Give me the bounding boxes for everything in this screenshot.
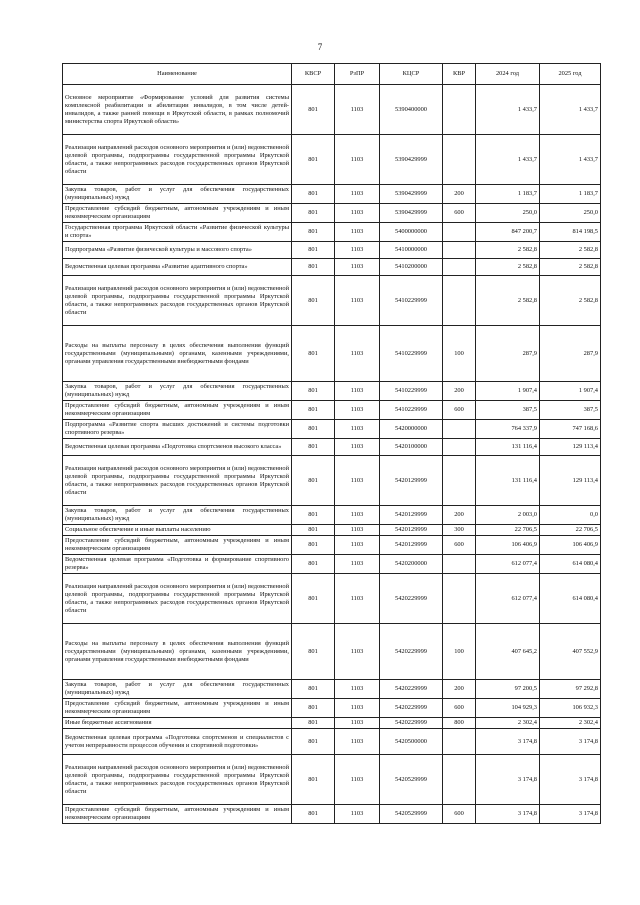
row-kvr-cell: 300 xyxy=(443,525,476,536)
row-name-cell: Предоставление субсидий бюджетным, автономным учреждениям и иным некоммерческим организациям xyxy=(63,536,292,555)
row-kcsr-cell: 5420229999 xyxy=(380,718,443,729)
row-kvr-cell: 600 xyxy=(443,805,476,824)
table-row xyxy=(63,242,601,259)
row-2024-cell: 3 174,8 xyxy=(476,755,540,805)
row-kvsr-cell: 801 xyxy=(292,204,335,223)
row-name-cell: Государственная программа Иркутской области «Развитие физической культуры и спорта» xyxy=(63,223,292,242)
table-row xyxy=(63,574,601,624)
row-2025-cell: 1 907,4 xyxy=(540,382,601,401)
row-kvr-cell: 100 xyxy=(443,624,476,680)
header-name: Наименование xyxy=(63,64,292,85)
row-name-cell: Реализация направлений расходов основного мероприятия и (или) ведомственной целевой программы, подпрограммы государственной программы Иркутской области, а также непрограммных расходов государственных органов Иркутской области xyxy=(63,574,292,624)
row-2024-cell: 2 582,8 xyxy=(476,259,540,276)
row-kvsr-cell: 801 xyxy=(292,574,335,624)
row-2025-cell: 2 582,8 xyxy=(540,259,601,276)
row-kvsr-cell: 801 xyxy=(292,718,335,729)
row-kvsr-cell: 801 xyxy=(292,624,335,680)
table-row xyxy=(63,525,601,536)
row-kvsr-cell: 801 xyxy=(292,805,335,824)
row-kvsr-cell: 801 xyxy=(292,525,335,536)
row-kvr-cell: 200 xyxy=(443,680,476,699)
row-2024-cell: 2 582,8 xyxy=(476,276,540,326)
header-kvsr: КВСР xyxy=(292,64,335,85)
row-kcsr-cell: 5420000000 xyxy=(380,420,443,439)
row-kcsr-cell: 5420129999 xyxy=(380,536,443,555)
row-kvr-cell xyxy=(443,276,476,326)
row-kvr-cell: 800 xyxy=(443,718,476,729)
header-kvr: КВР xyxy=(443,64,476,85)
row-2024-cell: 287,9 xyxy=(476,326,540,382)
row-kvsr-cell: 801 xyxy=(292,85,335,135)
table-row xyxy=(63,135,601,185)
row-kcsr-cell: 5410229999 xyxy=(380,401,443,420)
row-2025-cell: 0,0 xyxy=(540,506,601,525)
row-2024-cell: 387,5 xyxy=(476,401,540,420)
row-2025-cell: 106 932,3 xyxy=(540,699,601,718)
row-rzpr-cell: 1103 xyxy=(335,204,380,223)
row-rzpr-cell: 1103 xyxy=(335,456,380,506)
row-2025-cell: 106 406,9 xyxy=(540,536,601,555)
row-2025-cell: 129 113,4 xyxy=(540,439,601,456)
row-2024-cell: 131 116,4 xyxy=(476,439,540,456)
row-2024-cell: 1 907,4 xyxy=(476,382,540,401)
row-rzpr-cell: 1103 xyxy=(335,185,380,204)
table-row xyxy=(63,401,601,420)
row-2025-cell: 614 080,4 xyxy=(540,574,601,624)
row-name-cell: Реализация направлений расходов основного мероприятия и (или) ведомственной целевой программы, подпрограммы государственной программы Иркутской области, а также непрограммных расходов государственных органов Иркутской области xyxy=(63,135,292,185)
row-kcsr-cell: 5410229999 xyxy=(380,276,443,326)
row-2024-cell: 3 174,8 xyxy=(476,805,540,824)
row-kvr-cell xyxy=(443,555,476,574)
row-rzpr-cell: 1103 xyxy=(335,85,380,135)
row-kvsr-cell: 801 xyxy=(292,276,335,326)
row-name-cell: Закупка товаров, работ и услуг для обеспечения государственных (муниципальных) нужд xyxy=(63,382,292,401)
row-rzpr-cell: 1103 xyxy=(335,420,380,439)
row-2024-cell: 2 302,4 xyxy=(476,718,540,729)
row-kcsr-cell: 5420129999 xyxy=(380,506,443,525)
row-rzpr-cell: 1103 xyxy=(335,525,380,536)
row-2025-cell: 1 433,7 xyxy=(540,85,601,135)
row-rzpr-cell: 1103 xyxy=(335,382,380,401)
row-rzpr-cell: 1103 xyxy=(335,401,380,420)
row-kvsr-cell: 801 xyxy=(292,382,335,401)
row-name-cell: Реализация направлений расходов основного мероприятия и (или) ведомственной целевой программы, подпрограммы государственной программы Иркутской области, а также непрограммных расходов государственных органов Иркутской области xyxy=(63,456,292,506)
row-kcsr-cell: 5420229999 xyxy=(380,699,443,718)
table-row xyxy=(63,204,601,223)
row-name-cell: Основное мероприятие «Формирование условий для развития системы комплексной реабилитации и абилитации инвалидов, в том числе детей-инвалидов, а также ранней помощи в Иркутской области, в рамках полномочий министерства спорта Иркутской области» xyxy=(63,85,292,135)
row-2025-cell: 287,9 xyxy=(540,326,601,382)
row-2025-cell: 407 552,9 xyxy=(540,624,601,680)
row-rzpr-cell: 1103 xyxy=(335,699,380,718)
table-body xyxy=(63,85,601,824)
row-kcsr-cell: 5410229999 xyxy=(380,382,443,401)
row-name-cell: Социальное обеспечение и иные выплаты населению xyxy=(63,525,292,536)
row-rzpr-cell: 1103 xyxy=(335,439,380,456)
row-2024-cell: 97 200,5 xyxy=(476,680,540,699)
row-rzpr-cell: 1103 xyxy=(335,555,380,574)
table-row xyxy=(63,326,601,382)
row-kvsr-cell: 801 xyxy=(292,755,335,805)
row-kcsr-cell: 5410200000 xyxy=(380,259,443,276)
row-kvsr-cell: 801 xyxy=(292,536,335,555)
row-kcsr-cell: 5400000000 xyxy=(380,223,443,242)
row-kcsr-cell: 5410229999 xyxy=(380,326,443,382)
row-2024-cell: 2 582,8 xyxy=(476,242,540,259)
row-kvr-cell xyxy=(443,242,476,259)
row-name-cell: Ведомственная целевая программа «Подготовка и формирование спортивного резерва» xyxy=(63,555,292,574)
row-rzpr-cell: 1103 xyxy=(335,536,380,555)
row-kvr-cell xyxy=(443,135,476,185)
table-row xyxy=(63,729,601,755)
row-kcsr-cell: 5420229999 xyxy=(380,680,443,699)
row-kvsr-cell: 801 xyxy=(292,135,335,185)
table-row xyxy=(63,718,601,729)
row-2024-cell: 1 183,7 xyxy=(476,185,540,204)
row-2024-cell: 764 337,9 xyxy=(476,420,540,439)
row-kvr-cell: 200 xyxy=(443,185,476,204)
table-header-row xyxy=(63,64,601,85)
row-kvr-cell: 600 xyxy=(443,699,476,718)
row-kcsr-cell: 5420229999 xyxy=(380,624,443,680)
row-name-cell: Подпрограмма «Развитие спорта высших достижений и системы подготовки спортивного резерва» xyxy=(63,420,292,439)
row-2025-cell: 3 174,8 xyxy=(540,755,601,805)
row-kvr-cell: 600 xyxy=(443,536,476,555)
table-row xyxy=(63,680,601,699)
row-rzpr-cell: 1103 xyxy=(335,276,380,326)
table-row xyxy=(63,555,601,574)
row-name-cell: Предоставление субсидий бюджетным, автономным учреждениям и иным некоммерческим организациям xyxy=(63,805,292,824)
row-2024-cell: 1 433,7 xyxy=(476,135,540,185)
row-2024-cell: 104 929,3 xyxy=(476,699,540,718)
row-rzpr-cell: 1103 xyxy=(335,805,380,824)
table-row xyxy=(63,259,601,276)
row-name-cell: Ведомственная целевая программа «Развитие адаптивного спорта» xyxy=(63,259,292,276)
table-row xyxy=(63,536,601,555)
row-2025-cell: 814 198,5 xyxy=(540,223,601,242)
table-row xyxy=(63,185,601,204)
row-rzpr-cell: 1103 xyxy=(335,755,380,805)
page-number: 7 xyxy=(317,42,323,52)
row-2024-cell: 1 433,7 xyxy=(476,85,540,135)
row-name-cell: Предоставление субсидий бюджетным, автономным учреждениям и иным некоммерческим организациям xyxy=(63,699,292,718)
row-kvsr-cell: 801 xyxy=(292,456,335,506)
row-2025-cell: 129 113,4 xyxy=(540,456,601,506)
row-rzpr-cell: 1103 xyxy=(335,223,380,242)
row-kvr-cell xyxy=(443,420,476,439)
row-kcsr-cell: 5390400000 xyxy=(380,85,443,135)
row-kcsr-cell: 5420529999 xyxy=(380,805,443,824)
row-kcsr-cell: 5420200000 xyxy=(380,555,443,574)
row-2025-cell: 250,0 xyxy=(540,204,601,223)
row-2025-cell: 1 183,7 xyxy=(540,185,601,204)
row-kvsr-cell: 801 xyxy=(292,326,335,382)
row-rzpr-cell: 1103 xyxy=(335,259,380,276)
row-2025-cell: 3 174,8 xyxy=(540,729,601,755)
row-2025-cell: 22 706,5 xyxy=(540,525,601,536)
row-2025-cell: 1 433,7 xyxy=(540,135,601,185)
row-kvsr-cell: 801 xyxy=(292,729,335,755)
table-row xyxy=(63,755,601,805)
row-kvr-cell: 200 xyxy=(443,506,476,525)
row-kvsr-cell: 801 xyxy=(292,242,335,259)
row-name-cell: Подпрограмма «Развитие физической культуры и массового спорта» xyxy=(63,242,292,259)
row-kvsr-cell: 801 xyxy=(292,506,335,525)
row-2024-cell: 106 406,9 xyxy=(476,536,540,555)
row-kvsr-cell: 801 xyxy=(292,699,335,718)
row-2025-cell: 747 168,6 xyxy=(540,420,601,439)
row-name-cell: Ведомственная целевая программа «Подготовка спортсменов высокого класса» xyxy=(63,439,292,456)
row-kvsr-cell: 801 xyxy=(292,439,335,456)
row-kvr-cell xyxy=(443,85,476,135)
row-rzpr-cell: 1103 xyxy=(335,135,380,185)
row-kvr-cell xyxy=(443,439,476,456)
row-kvr-cell: 600 xyxy=(443,401,476,420)
row-2024-cell: 250,0 xyxy=(476,204,540,223)
row-kvsr-cell: 801 xyxy=(292,680,335,699)
row-rzpr-cell: 1103 xyxy=(335,680,380,699)
header-kcsr: КЦСР xyxy=(380,64,443,85)
row-kcsr-cell: 5420129999 xyxy=(380,525,443,536)
row-2024-cell: 847 200,7 xyxy=(476,223,540,242)
row-kvr-cell: 200 xyxy=(443,382,476,401)
row-kvr-cell: 600 xyxy=(443,204,476,223)
row-kcsr-cell: 5420129999 xyxy=(380,456,443,506)
table-row xyxy=(63,276,601,326)
row-kvsr-cell: 801 xyxy=(292,259,335,276)
row-kcsr-cell: 5420500000 xyxy=(380,729,443,755)
row-2025-cell: 2 302,4 xyxy=(540,718,601,729)
row-2024-cell: 407 645,2 xyxy=(476,624,540,680)
table-row xyxy=(63,85,601,135)
row-kvr-cell: 100 xyxy=(443,326,476,382)
row-rzpr-cell: 1103 xyxy=(335,624,380,680)
row-kcsr-cell: 5410000000 xyxy=(380,242,443,259)
row-name-cell: Закупка товаров, работ и услуг для обеспечения государственных (муниципальных) нужд xyxy=(63,506,292,525)
row-2025-cell: 2 582,8 xyxy=(540,276,601,326)
table-row xyxy=(63,805,601,824)
row-rzpr-cell: 1103 xyxy=(335,242,380,259)
row-name-cell: Ведомственная целевая программа «Подготовка спортсменов и специалистов с учетом непрерывности процессов обучения и спортивной подготовки» xyxy=(63,729,292,755)
row-name-cell: Иные бюджетные ассигнования xyxy=(63,718,292,729)
table-row xyxy=(63,624,601,680)
table-row xyxy=(63,439,601,456)
row-name-cell: Предоставление субсидий бюджетным, автономным учреждениям и иным некоммерческим организациям xyxy=(63,401,292,420)
row-kvsr-cell: 801 xyxy=(292,185,335,204)
table-row xyxy=(63,382,601,401)
row-kcsr-cell: 5390429999 xyxy=(380,204,443,223)
row-rzpr-cell: 1103 xyxy=(335,718,380,729)
row-2025-cell: 387,5 xyxy=(540,401,601,420)
row-kvr-cell xyxy=(443,223,476,242)
row-kvr-cell xyxy=(443,259,476,276)
row-kcsr-cell: 5420100000 xyxy=(380,439,443,456)
row-name-cell: Закупка товаров, работ и услуг для обеспечения государственных (муниципальных) нужд xyxy=(63,185,292,204)
row-2025-cell: 3 174,8 xyxy=(540,805,601,824)
header-2025: 2025 год xyxy=(540,64,601,85)
row-kvsr-cell: 801 xyxy=(292,420,335,439)
row-kcsr-cell: 5390429999 xyxy=(380,185,443,204)
row-kvr-cell xyxy=(443,729,476,755)
row-2025-cell: 97 292,8 xyxy=(540,680,601,699)
table-row xyxy=(63,420,601,439)
row-2024-cell: 2 003,0 xyxy=(476,506,540,525)
row-kcsr-cell: 5420229999 xyxy=(380,574,443,624)
row-rzpr-cell: 1103 xyxy=(335,729,380,755)
row-name-cell: Расходы на выплаты персоналу в целях обеспечения выполнения функций государственными (муниципальными) органами, казенными учреждениями, органами управления государственными внебюджетными фондами xyxy=(63,326,292,382)
table-row xyxy=(63,456,601,506)
table-row xyxy=(63,699,601,718)
row-kvsr-cell: 801 xyxy=(292,555,335,574)
row-kvr-cell xyxy=(443,755,476,805)
row-rzpr-cell: 1103 xyxy=(335,506,380,525)
row-name-cell: Реализация направлений расходов основного мероприятия и (или) ведомственной целевой программы, подпрограммы государственной программы Иркутской области, а также непрограммных расходов государственных органов Иркутской области xyxy=(63,276,292,326)
header-2024: 2024 год xyxy=(476,64,540,85)
row-kcsr-cell: 5420529999 xyxy=(380,755,443,805)
row-2024-cell: 612 077,4 xyxy=(476,555,540,574)
row-2024-cell: 3 174,8 xyxy=(476,729,540,755)
row-rzpr-cell: 1103 xyxy=(335,574,380,624)
row-name-cell: Предоставление субсидий бюджетным, автономным учреждениям и иным некоммерческим организациям xyxy=(63,204,292,223)
row-name-cell: Расходы на выплаты персоналу в целях обеспечения выполнения функций государственными (муниципальными) органами, казенными учреждениями, органами управления государственными внебюджетными фондами xyxy=(63,624,292,680)
row-2024-cell: 612 077,4 xyxy=(476,574,540,624)
row-2025-cell: 2 582,8 xyxy=(540,242,601,259)
table-row xyxy=(63,223,601,242)
budget-table xyxy=(62,63,601,824)
row-kvsr-cell: 801 xyxy=(292,401,335,420)
header-rzpr: РзПР xyxy=(335,64,380,85)
row-kvsr-cell: 801 xyxy=(292,223,335,242)
row-kvr-cell xyxy=(443,456,476,506)
table-row xyxy=(63,506,601,525)
row-2024-cell: 22 706,5 xyxy=(476,525,540,536)
row-name-cell: Реализация направлений расходов основного мероприятия и (или) ведомственной целевой программы, подпрограммы государственной программы Иркутской области, а также непрограммных расходов государственных органов Иркутской области xyxy=(63,755,292,805)
row-name-cell: Закупка товаров, работ и услуг для обеспечения государственных (муниципальных) нужд xyxy=(63,680,292,699)
row-2024-cell: 131 116,4 xyxy=(476,456,540,506)
row-kcsr-cell: 5390429999 xyxy=(380,135,443,185)
row-kvr-cell xyxy=(443,574,476,624)
row-rzpr-cell: 1103 xyxy=(335,326,380,382)
row-2025-cell: 614 080,4 xyxy=(540,555,601,574)
